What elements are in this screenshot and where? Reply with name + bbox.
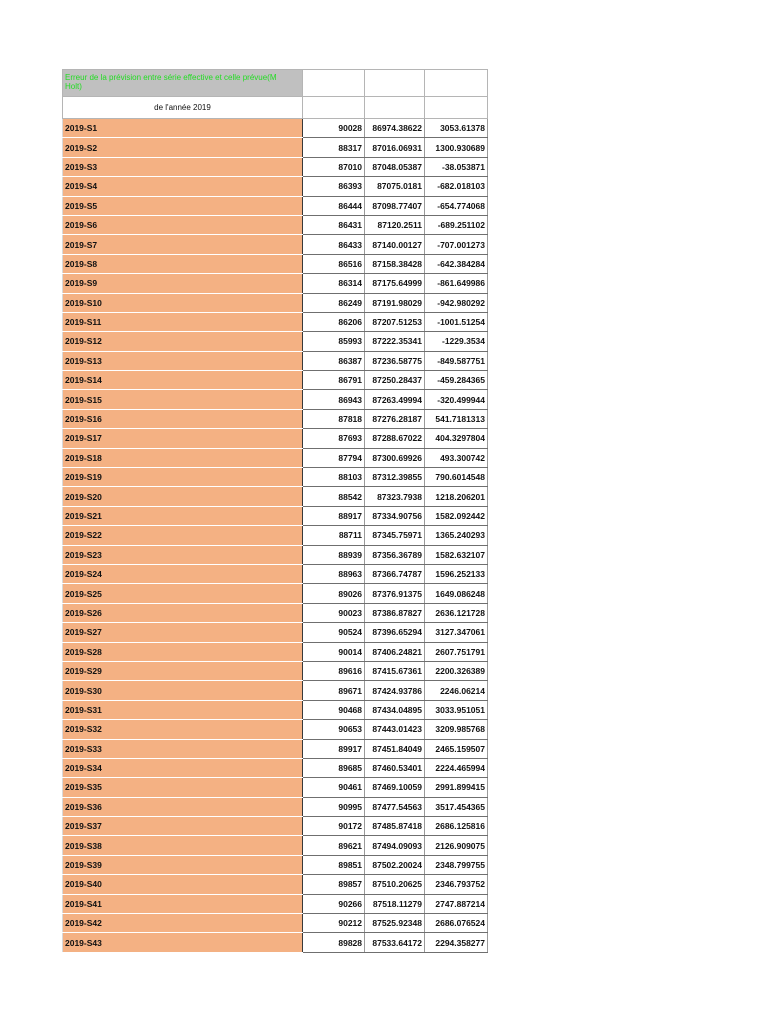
table-row — [63, 274, 488, 293]
empty-cell[interactable] — [365, 97, 425, 119]
table-row — [63, 235, 488, 254]
forecast-value-cell[interactable]: 87334.90756 — [365, 506, 425, 525]
error-value-cell[interactable]: 1365.240293 — [425, 526, 488, 545]
period-cell[interactable]: 2019-S11 — [63, 312, 303, 331]
actual-value-cell[interactable]: 90995 — [303, 797, 365, 816]
forecast-value-cell[interactable]: 87236.58775 — [365, 351, 425, 370]
period-cell[interactable]: 2019-S24 — [63, 564, 303, 583]
table-row — [63, 564, 488, 583]
table-row — [63, 196, 488, 215]
forecast-value-cell[interactable]: 87222.35341 — [365, 332, 425, 351]
forecast-value-cell[interactable]: 87312.39855 — [365, 468, 425, 487]
period-cell[interactable]: 2019-S7 — [63, 235, 303, 254]
error-value-cell[interactable]: 2246.06214 — [425, 681, 488, 700]
forecast-value-cell[interactable]: 87510.20625 — [365, 875, 425, 894]
table-row — [63, 119, 488, 138]
error-value-cell[interactable]: -942.980292 — [425, 293, 488, 312]
period-cell[interactable]: 2019-S40 — [63, 875, 303, 894]
forecast-value-cell[interactable]: 87424.93786 — [365, 681, 425, 700]
forecast-value-cell[interactable]: 87075.0181 — [365, 177, 425, 196]
actual-value-cell[interactable]: 86393 — [303, 177, 365, 196]
period-cell[interactable]: 2019-S17 — [63, 429, 303, 448]
period-cell[interactable]: 2019-S21 — [63, 506, 303, 525]
forecast-value-cell[interactable]: 87016.06931 — [365, 138, 425, 157]
error-value-cell[interactable]: -689.251102 — [425, 215, 488, 234]
actual-value-cell[interactable]: 86314 — [303, 274, 365, 293]
period-cell[interactable]: 2019-S41 — [63, 894, 303, 913]
error-value-cell[interactable]: -459.284365 — [425, 371, 488, 390]
error-value-cell[interactable]: 3517.454365 — [425, 797, 488, 816]
period-cell[interactable]: 2019-S34 — [63, 758, 303, 777]
table-row — [63, 409, 488, 428]
actual-value-cell[interactable]: 88963 — [303, 564, 365, 583]
actual-value-cell[interactable]: 86206 — [303, 312, 365, 331]
empty-cell[interactable] — [425, 97, 488, 119]
table-row — [63, 739, 488, 758]
forecast-value-cell[interactable]: 87533.64172 — [365, 933, 425, 952]
actual-value-cell[interactable]: 88103 — [303, 468, 365, 487]
forecast-value-cell[interactable]: 87494.09093 — [365, 836, 425, 855]
forecast-value-cell[interactable]: 87191.98029 — [365, 293, 425, 312]
forecast-value-cell[interactable]: 87098.77407 — [365, 196, 425, 215]
error-value-cell[interactable]: 493.300742 — [425, 448, 488, 467]
period-cell[interactable]: 2019-S3 — [63, 157, 303, 176]
forecast-value-cell[interactable]: 87376.91375 — [365, 584, 425, 603]
period-cell[interactable]: 2019-S18 — [63, 448, 303, 467]
actual-value-cell[interactable]: 86943 — [303, 390, 365, 409]
error-value-cell[interactable]: 2200.326389 — [425, 661, 488, 680]
period-cell[interactable]: 2019-S19 — [63, 468, 303, 487]
actual-value-cell[interactable]: 88939 — [303, 545, 365, 564]
subtitle-row — [63, 97, 488, 119]
forecast-value-cell[interactable]: 87263.49994 — [365, 390, 425, 409]
error-value-cell[interactable]: 404.3297804 — [425, 429, 488, 448]
table-row — [63, 332, 488, 351]
error-value-cell[interactable]: 3209.985768 — [425, 720, 488, 739]
period-cell[interactable]: 2019-S29 — [63, 661, 303, 680]
error-value-cell[interactable]: 2348.799755 — [425, 855, 488, 874]
table-row — [63, 157, 488, 176]
error-value-cell[interactable]: 3033.951051 — [425, 700, 488, 719]
error-value-cell[interactable]: 2126.909075 — [425, 836, 488, 855]
forecast-value-cell[interactable]: 87175.64999 — [365, 274, 425, 293]
table-row — [63, 914, 488, 933]
actual-value-cell[interactable]: 88317 — [303, 138, 365, 157]
table-row — [63, 681, 488, 700]
actual-value-cell[interactable]: 89671 — [303, 681, 365, 700]
error-value-cell[interactable]: 1649.086248 — [425, 584, 488, 603]
period-cell[interactable]: 2019-S30 — [63, 681, 303, 700]
table-row — [63, 894, 488, 913]
forecast-value-cell[interactable]: 87140.00127 — [365, 235, 425, 254]
table-subtitle[interactable]: de l'année 2019 — [63, 97, 303, 119]
actual-value-cell[interactable]: 89616 — [303, 661, 365, 680]
forecast-value-cell[interactable]: 87485.87418 — [365, 817, 425, 836]
forecast-value-cell[interactable]: 87434.04895 — [365, 700, 425, 719]
period-cell[interactable]: 2019-S38 — [63, 836, 303, 855]
forecast-value-cell[interactable]: 87250.28437 — [365, 371, 425, 390]
actual-value-cell[interactable]: 88917 — [303, 506, 365, 525]
table-row — [63, 875, 488, 894]
forecast-error-table — [62, 69, 488, 953]
period-cell[interactable]: 2019-S1 — [63, 119, 303, 138]
error-value-cell[interactable]: -654.774068 — [425, 196, 488, 215]
period-cell[interactable]: 2019-S14 — [63, 371, 303, 390]
actual-value-cell[interactable]: 86387 — [303, 351, 365, 370]
table-row — [63, 661, 488, 680]
error-value-cell[interactable]: 2686.125816 — [425, 817, 488, 836]
error-value-cell[interactable]: 2346.793752 — [425, 875, 488, 894]
table-row — [63, 468, 488, 487]
table-row — [63, 293, 488, 312]
forecast-value-cell[interactable]: 87276.28187 — [365, 409, 425, 428]
table-row — [63, 797, 488, 816]
table-row — [63, 700, 488, 719]
actual-value-cell[interactable]: 90028 — [303, 119, 365, 138]
actual-value-cell[interactable]: 89621 — [303, 836, 365, 855]
actual-value-cell[interactable]: 86431 — [303, 215, 365, 234]
actual-value-cell[interactable]: 90524 — [303, 623, 365, 642]
title-cell[interactable] — [63, 70, 303, 97]
actual-value-cell[interactable]: 90014 — [303, 642, 365, 661]
table-row — [63, 817, 488, 836]
forecast-value-cell[interactable]: 87451.84049 — [365, 739, 425, 758]
table-row — [63, 642, 488, 661]
table-row — [63, 215, 488, 234]
forecast-value-cell[interactable]: 87323.7938 — [365, 487, 425, 506]
error-value-cell[interactable]: 1300.930689 — [425, 138, 488, 157]
forecast-value-cell[interactable]: 87120.2511 — [365, 215, 425, 234]
error-value-cell[interactable]: 2294.358277 — [425, 933, 488, 952]
period-cell[interactable]: 2019-S23 — [63, 545, 303, 564]
table-row — [63, 177, 488, 196]
forecast-value-cell[interactable]: 87502.20024 — [365, 855, 425, 874]
period-cell[interactable]: 2019-S37 — [63, 817, 303, 836]
error-value-cell[interactable]: 2636.121728 — [425, 603, 488, 622]
error-value-cell[interactable]: 1218.206201 — [425, 487, 488, 506]
period-cell[interactable]: 2019-S2 — [63, 138, 303, 157]
period-cell[interactable]: 2019-S36 — [63, 797, 303, 816]
period-cell[interactable]: 2019-S4 — [63, 177, 303, 196]
table-row — [63, 390, 488, 409]
actual-value-cell[interactable]: 90023 — [303, 603, 365, 622]
period-cell[interactable]: 2019-S31 — [63, 700, 303, 719]
forecast-value-cell[interactable]: 87443.01423 — [365, 720, 425, 739]
forecast-value-cell[interactable]: 87158.38428 — [365, 254, 425, 273]
forecast-value-cell[interactable]: 87406.24821 — [365, 642, 425, 661]
actual-value-cell[interactable]: 87693 — [303, 429, 365, 448]
actual-value-cell[interactable]: 88711 — [303, 526, 365, 545]
forecast-value-cell[interactable]: 87396.65294 — [365, 623, 425, 642]
period-cell[interactable]: 2019-S15 — [63, 390, 303, 409]
empty-cell[interactable] — [425, 70, 488, 97]
error-value-cell[interactable]: -707.001273 — [425, 235, 488, 254]
actual-value-cell[interactable]: 86433 — [303, 235, 365, 254]
period-cell[interactable]: 2019-S32 — [63, 720, 303, 739]
actual-value-cell[interactable]: 90172 — [303, 817, 365, 836]
table-row — [63, 933, 488, 952]
error-value-cell[interactable]: 1582.632107 — [425, 545, 488, 564]
forecast-value-cell[interactable]: 87469.10059 — [365, 778, 425, 797]
forecast-value-cell[interactable]: 86974.38622 — [365, 119, 425, 138]
forecast-value-cell[interactable]: 87345.75971 — [365, 526, 425, 545]
period-cell[interactable]: 2019-S22 — [63, 526, 303, 545]
table-row — [63, 584, 488, 603]
forecast-value-cell[interactable]: 87477.54563 — [365, 797, 425, 816]
table-row — [63, 371, 488, 390]
forecast-value-cell[interactable]: 87207.51253 — [365, 312, 425, 331]
error-value-cell[interactable]: -861.649986 — [425, 274, 488, 293]
forecast-value-cell[interactable]: 87356.36789 — [365, 545, 425, 564]
forecast-value-cell[interactable]: 87366.74787 — [365, 564, 425, 583]
error-value-cell[interactable]: 1596.252133 — [425, 564, 488, 583]
forecast-value-cell[interactable]: 87460.53401 — [365, 758, 425, 777]
table-row — [63, 836, 488, 855]
table-row — [63, 855, 488, 874]
forecast-value-cell[interactable]: 87048.05387 — [365, 157, 425, 176]
error-value-cell[interactable]: 2224.465994 — [425, 758, 488, 777]
period-cell[interactable]: 2019-S16 — [63, 409, 303, 428]
forecast-value-cell[interactable]: 87415.67361 — [365, 661, 425, 680]
error-value-cell[interactable]: -38.053871 — [425, 157, 488, 176]
period-cell[interactable]: 2019-S28 — [63, 642, 303, 661]
actual-value-cell[interactable]: 86444 — [303, 196, 365, 215]
forecast-value-cell[interactable]: 87288.67022 — [365, 429, 425, 448]
error-value-cell[interactable]: -682.018103 — [425, 177, 488, 196]
table-row — [63, 138, 488, 157]
actual-value-cell[interactable]: 90653 — [303, 720, 365, 739]
actual-value-cell[interactable]: 87794 — [303, 448, 365, 467]
error-value-cell[interactable]: 3127.347061 — [425, 623, 488, 642]
table-row — [63, 351, 488, 370]
error-value-cell[interactable]: -849.587751 — [425, 351, 488, 370]
actual-value-cell[interactable]: 90266 — [303, 894, 365, 913]
actual-value-cell[interactable]: 87818 — [303, 409, 365, 428]
period-cell[interactable]: 2019-S20 — [63, 487, 303, 506]
period-cell[interactable]: 2019-S25 — [63, 584, 303, 603]
period-cell[interactable]: 2019-S8 — [63, 254, 303, 273]
error-value-cell[interactable]: 2465.159507 — [425, 739, 488, 758]
table-row — [63, 778, 488, 797]
table-row — [63, 254, 488, 273]
period-cell[interactable]: 2019-S9 — [63, 274, 303, 293]
error-value-cell[interactable]: 2686.076524 — [425, 914, 488, 933]
actual-value-cell[interactable]: 89685 — [303, 758, 365, 777]
actual-value-cell[interactable]: 86791 — [303, 371, 365, 390]
error-value-cell[interactable]: 3053.61378 — [425, 119, 488, 138]
period-cell[interactable]: 2019-S33 — [63, 739, 303, 758]
error-value-cell[interactable]: 1582.092442 — [425, 506, 488, 525]
table-row — [63, 545, 488, 564]
forecast-value-cell[interactable]: 87300.69926 — [365, 448, 425, 467]
error-value-cell[interactable]: 2607.751791 — [425, 642, 488, 661]
error-value-cell[interactable]: 790.6014548 — [425, 468, 488, 487]
table-row — [63, 758, 488, 777]
period-cell[interactable]: 2019-S6 — [63, 215, 303, 234]
actual-value-cell[interactable]: 85993 — [303, 332, 365, 351]
actual-value-cell[interactable]: 89917 — [303, 739, 365, 758]
error-value-cell[interactable]: -1229.3534 — [425, 332, 488, 351]
error-value-cell[interactable]: 2991.899415 — [425, 778, 488, 797]
table-row — [63, 526, 488, 545]
actual-value-cell[interactable]: 90468 — [303, 700, 365, 719]
actual-value-cell[interactable]: 90212 — [303, 914, 365, 933]
actual-value-cell[interactable]: 89851 — [303, 855, 365, 874]
table-row — [63, 429, 488, 448]
table-row — [63, 487, 488, 506]
error-value-cell[interactable]: -642.384284 — [425, 254, 488, 273]
period-cell[interactable]: 2019-S13 — [63, 351, 303, 370]
error-value-cell[interactable]: -320.499944 — [425, 390, 488, 409]
forecast-value-cell[interactable]: 87386.87827 — [365, 603, 425, 622]
table-row — [63, 506, 488, 525]
table-row — [63, 312, 488, 331]
table-row — [63, 720, 488, 739]
actual-value-cell[interactable]: 87010 — [303, 157, 365, 176]
error-value-cell[interactable]: 2747.887214 — [425, 894, 488, 913]
period-cell[interactable]: 2019-S42 — [63, 914, 303, 933]
title-row — [63, 70, 488, 97]
table-row — [63, 448, 488, 467]
empty-cell[interactable] — [303, 97, 365, 119]
table-row — [63, 603, 488, 622]
error-value-cell[interactable]: 541.7181313 — [425, 409, 488, 428]
table-row — [63, 623, 488, 642]
actual-value-cell[interactable]: 89828 — [303, 933, 365, 952]
forecast-value-cell[interactable]: 87518.11279 — [365, 894, 425, 913]
actual-value-cell[interactable]: 88542 — [303, 487, 365, 506]
period-cell[interactable]: 2019-S10 — [63, 293, 303, 312]
error-value-cell[interactable]: -1001.51254 — [425, 312, 488, 331]
actual-value-cell[interactable]: 90461 — [303, 778, 365, 797]
table-title: Erreur de la prévision entre série effective et celle prévue(M Holt) — [65, 73, 277, 91]
period-cell[interactable]: 2019-S27 — [63, 623, 303, 642]
period-cell[interactable]: 2019-S39 — [63, 855, 303, 874]
forecast-value-cell[interactable]: 87525.92348 — [365, 914, 425, 933]
period-cell[interactable]: 2019-S35 — [63, 778, 303, 797]
actual-value-cell[interactable]: 86249 — [303, 293, 365, 312]
actual-value-cell[interactable]: 86516 — [303, 254, 365, 273]
period-cell[interactable]: 2019-S12 — [63, 332, 303, 351]
period-cell[interactable]: 2019-S26 — [63, 603, 303, 622]
period-cell[interactable]: 2019-S43 — [63, 933, 303, 952]
empty-cell[interactable] — [365, 70, 425, 97]
actual-value-cell[interactable]: 89857 — [303, 875, 365, 894]
period-cell[interactable]: 2019-S5 — [63, 196, 303, 215]
empty-cell[interactable] — [303, 70, 365, 97]
actual-value-cell[interactable]: 89026 — [303, 584, 365, 603]
